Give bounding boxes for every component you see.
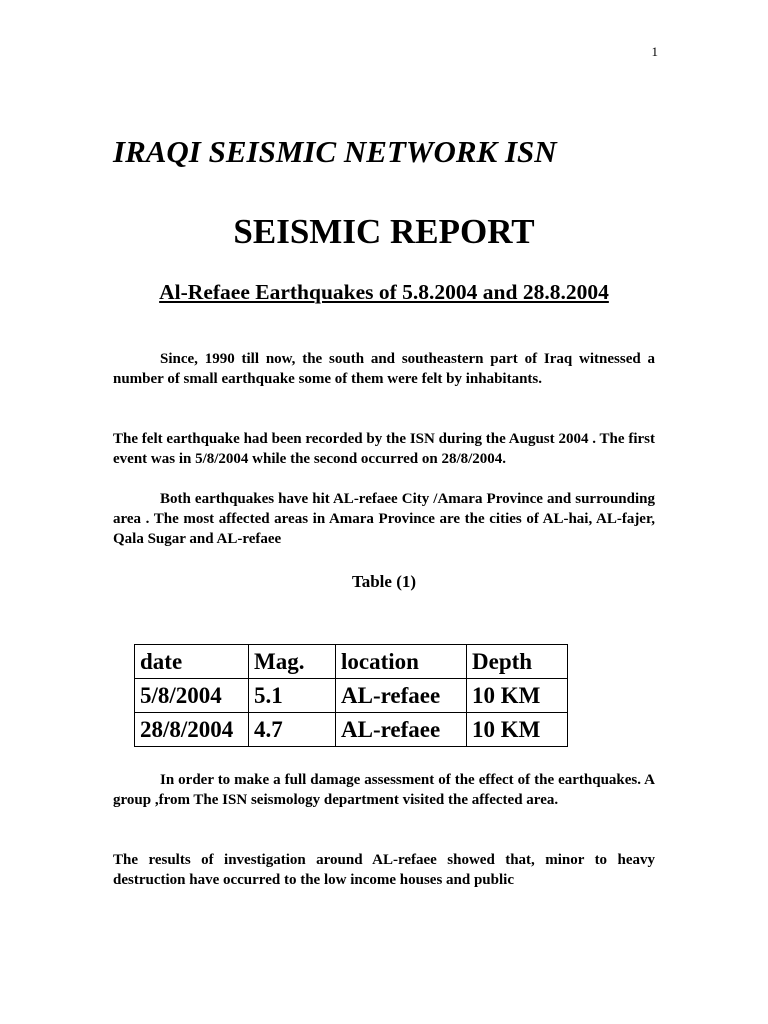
assessment-paragraph: In order to make a full damage assessment of the effect of the earthquakes. A group ,from The ISN seismology department visited the affected area. <box>113 772 655 808</box>
report-heading: SEISMIC REPORT <box>233 212 535 251</box>
table-cell: AL-refaee <box>336 679 467 713</box>
table-cell: 5.1 <box>249 679 336 713</box>
table-cell: 4.7 <box>249 713 336 747</box>
table-cell: AL-refaee <box>336 713 467 747</box>
table-header-cell: Depth <box>467 645 568 679</box>
felt-earthquake-paragraph: The felt earthquake had been recorded by the ISN during the August 2004 . The first event was in 5/8/2004 while the second occurred on 28/8/2004. <box>113 431 655 467</box>
table-cell: 28/8/2004 <box>135 713 249 747</box>
table-row <box>135 679 568 713</box>
intro-paragraph: Since, 1990 till now, the south and southeastern part of Iraq witnessed a number of small earthquake some of them were felt by inhabitants. <box>113 351 655 387</box>
table-caption: Table (1) <box>351 572 417 591</box>
table-row <box>135 713 568 747</box>
table-cell: 5/8/2004 <box>135 679 249 713</box>
table-cell: 10 KM <box>467 713 568 747</box>
page-number: 1 <box>651 44 658 59</box>
affected-areas-paragraph: Both earthquakes have hit AL-refaee City /Amara Province and surrounding area . The most affected areas in Amara Province are the cities of AL-hai, AL-fajer, Qala Sugar and AL-refaee <box>113 491 655 547</box>
results-paragraph: The results of investigation around AL-refaee showed that, minor to heavy destruction have occurred to the low income houses and public <box>113 852 655 888</box>
table-header-cell: Mag. <box>249 645 336 679</box>
document-title: IRAQI SEISMIC NETWORK ISN <box>113 134 557 169</box>
table-header-row <box>135 645 568 679</box>
table-header-cell: date <box>135 645 249 679</box>
earthquake-table <box>134 644 568 747</box>
table-cell: 10 KM <box>467 679 568 713</box>
report-subtitle: Al-Refaee Earthquakes of 5.8.2004 and 28.8.2004 <box>159 280 609 304</box>
table-header-cell: location <box>336 645 467 679</box>
